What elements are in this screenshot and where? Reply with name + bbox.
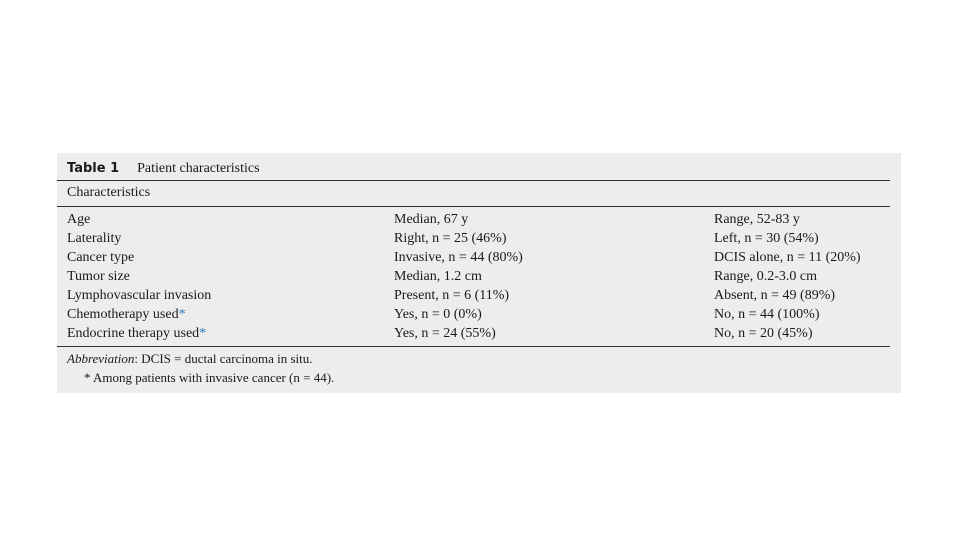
table-row bbox=[57, 288, 901, 307]
row-value-1: Yes, n = 24 (55%) bbox=[394, 326, 496, 341]
row-value-1: Invasive, n = 44 (80%) bbox=[394, 250, 523, 265]
row-value-1: Yes, n = 0 (0%) bbox=[394, 307, 482, 322]
row-label bbox=[67, 269, 130, 285]
row-label bbox=[67, 307, 186, 323]
table-row bbox=[57, 326, 901, 345]
table-row bbox=[57, 307, 901, 326]
row-label bbox=[67, 231, 121, 247]
table-panel bbox=[57, 153, 901, 393]
header-rule bbox=[57, 206, 890, 207]
star-footnote: * Among patients with invasive cancer (n = 44). bbox=[84, 370, 335, 385]
row-value-2: No, n = 44 (100%) bbox=[714, 307, 820, 322]
row-value-1: Right, n = 25 (46%) bbox=[394, 231, 507, 246]
bottom-rule bbox=[57, 346, 890, 347]
label-text: Endocrine therapy used bbox=[67, 326, 200, 341]
row-value-1: Present, n = 6 (11%) bbox=[394, 288, 510, 303]
abbreviation-text: : DCIS = ductal carcinoma in situ. bbox=[134, 351, 313, 366]
top-rule bbox=[57, 180, 890, 181]
column-header: Characteristics bbox=[67, 185, 151, 200]
footnote-marker[interactable]: * bbox=[178, 307, 186, 322]
row-label bbox=[67, 250, 134, 266]
table-number: Table 1 bbox=[67, 161, 120, 176]
table-row bbox=[57, 269, 901, 288]
row-value-2: Range, 0.2-3.0 cm bbox=[714, 269, 818, 284]
row-label bbox=[67, 326, 206, 342]
row-value-1: Median, 1.2 cm bbox=[394, 269, 482, 284]
label-text: Tumor size bbox=[67, 269, 130, 284]
label-text: Laterality bbox=[67, 231, 122, 246]
row-value-2: No, n = 20 (45%) bbox=[714, 326, 813, 341]
footnote-marker[interactable]: * bbox=[199, 326, 207, 341]
label-text: Age bbox=[67, 212, 91, 227]
table-row bbox=[57, 250, 901, 269]
label-text: Chemotherapy used bbox=[67, 307, 179, 322]
row-value-2: Left, n = 30 (54%) bbox=[714, 231, 819, 246]
row-label bbox=[67, 288, 211, 304]
abbreviation-label: Abbreviation bbox=[67, 351, 135, 366]
label-text: Cancer type bbox=[67, 250, 135, 265]
table-row bbox=[57, 231, 901, 250]
abbreviation-footnote bbox=[67, 351, 313, 367]
table-row bbox=[57, 212, 901, 231]
row-value-2: Range, 52-83 y bbox=[714, 212, 800, 227]
row-label bbox=[67, 212, 90, 228]
row-value-2: DCIS alone, n = 11 (20%) bbox=[714, 250, 861, 265]
row-value-2: Absent, n = 49 (89%) bbox=[714, 288, 836, 303]
row-value-1: Median, 67 y bbox=[394, 212, 469, 227]
table-caption bbox=[67, 161, 260, 177]
table-title: Patient characteristics bbox=[137, 161, 260, 176]
label-text: Lymphovascular invasion bbox=[67, 288, 212, 303]
